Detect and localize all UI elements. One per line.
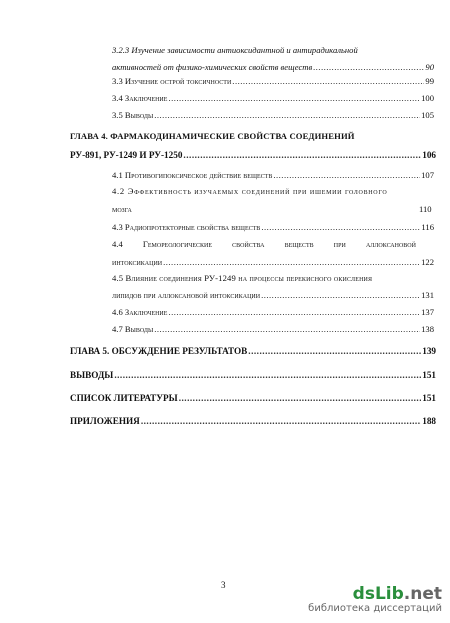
toc-page-number: 151 [422, 393, 436, 403]
toc-entry-4-5-line1: 4.5 Влияние соединения РУ-1249 на процессы перекисного окисления [112, 273, 373, 283]
toc-entry-label: 3.3 Изучение острой токсичности [112, 76, 232, 86]
toc-entry-label: ВЫВОДЫ [70, 370, 114, 380]
dot-leader [114, 370, 421, 380]
dot-leader [141, 416, 421, 426]
dot-leader [163, 257, 420, 267]
toc-page-number: 137 [421, 307, 434, 317]
toc-entry-label: 4.1 Противогипоксическое действие веществ [112, 170, 273, 180]
dot-leader [154, 324, 420, 334]
toc-entry-4-7 [112, 324, 434, 334]
watermark-logo-b: .net [403, 584, 442, 604]
toc-entry-label: интоксикации [112, 257, 163, 267]
dot-leader [183, 150, 421, 160]
toc-page-number: 100 [421, 93, 434, 103]
toc-references [70, 393, 436, 403]
toc-entry-label: 4.3 Радиопротекторные свойства веществ [112, 222, 261, 232]
dot-leader [313, 62, 424, 72]
toc-chapter-4 [70, 150, 436, 160]
toc-entry-label: липидов при аллоксановой интоксикации [112, 290, 261, 300]
toc-entry-4-4-line1: 4.4 Гемореологические свойства веществ при аллоксановой [112, 239, 416, 249]
watermark-subtitle: библиотека диссертаций [308, 603, 442, 614]
watermark [308, 585, 442, 615]
toc-page-number: 116 [421, 222, 434, 232]
dot-leader [261, 222, 420, 232]
toc-page-number: 131 [421, 290, 434, 300]
toc-page-number: 90 [425, 62, 434, 72]
toc-entry-label: 4.6 Заключение [112, 307, 168, 317]
toc-page-number: 106 [422, 150, 436, 160]
toc-entry-4-1 [112, 170, 434, 180]
toc-entry-label: СПИСОК ЛИТЕРАТУРЫ [70, 393, 178, 403]
toc-entry-label: 3.4 Заключение [112, 93, 168, 103]
toc-entry-4-2-line1: 4.2 Эффективность изучаемых соединений при ишемии головного [112, 186, 388, 196]
toc-page-number: 139 [422, 346, 436, 356]
toc-entry-4-3 [112, 222, 434, 232]
toc-page-number: 151 [422, 370, 436, 380]
toc-page-number: 99 [425, 76, 434, 86]
toc-entry-4-5 [112, 290, 434, 300]
toc-page-number: 107 [421, 170, 434, 180]
toc-page-number: 105 [421, 110, 434, 120]
toc-appendices [70, 416, 436, 426]
toc-entry-3-2-3-line1: 3.2.3 Изучение зависимости антиоксидантной и антирадикальной [112, 45, 358, 55]
dot-leader [179, 393, 422, 403]
toc-entry-3-3 [112, 76, 434, 86]
toc-chapter-4-line1: ГЛАВА 4. ФАРМАКОДИНАМИЧЕСКИЕ СВОЙСТВА СОЕДИНЕНИЙ [70, 131, 355, 141]
watermark-logo [308, 585, 442, 603]
toc-page-number: 110 [419, 204, 432, 214]
toc-entry-3-5 [112, 110, 434, 120]
toc-entry-label: РУ-891, РУ-1249 И РУ-1250 [70, 150, 183, 160]
dot-leader [168, 93, 420, 103]
page-number: 3 [221, 580, 226, 590]
dot-leader [168, 307, 420, 317]
watermark-logo-a: dsLib [352, 584, 404, 604]
toc-page-number: 122 [421, 257, 434, 267]
dot-leader [273, 170, 420, 180]
toc-entry-4-2-line2: мозга [112, 204, 132, 214]
toc-entry-label: ПРИЛОЖЕНИЯ [70, 416, 140, 426]
dot-leader [154, 110, 420, 120]
toc-conclusions [70, 370, 436, 380]
dot-leader [248, 346, 421, 356]
toc-entry-3-2-3 [112, 62, 434, 72]
toc-page-number: 138 [421, 324, 434, 334]
toc-entry-label: ГЛАВА 5. ОБСУЖДЕНИЕ РЕЗУЛЬТАТОВ [70, 346, 248, 356]
toc-chapter-5 [70, 346, 436, 356]
toc-entry-4-6 [112, 307, 434, 317]
dot-leader [261, 290, 420, 300]
toc-page-number: 188 [422, 416, 436, 426]
toc-entry-label: 4.7 Выводы [112, 324, 154, 334]
dot-leader [232, 76, 424, 86]
toc-entry-4-4 [112, 257, 434, 267]
toc-entry-label: 3.5 Выводы [112, 110, 154, 120]
toc-entry-label: активностей от физико-химических свойств веществ [112, 62, 313, 72]
toc-entry-3-4 [112, 93, 434, 103]
